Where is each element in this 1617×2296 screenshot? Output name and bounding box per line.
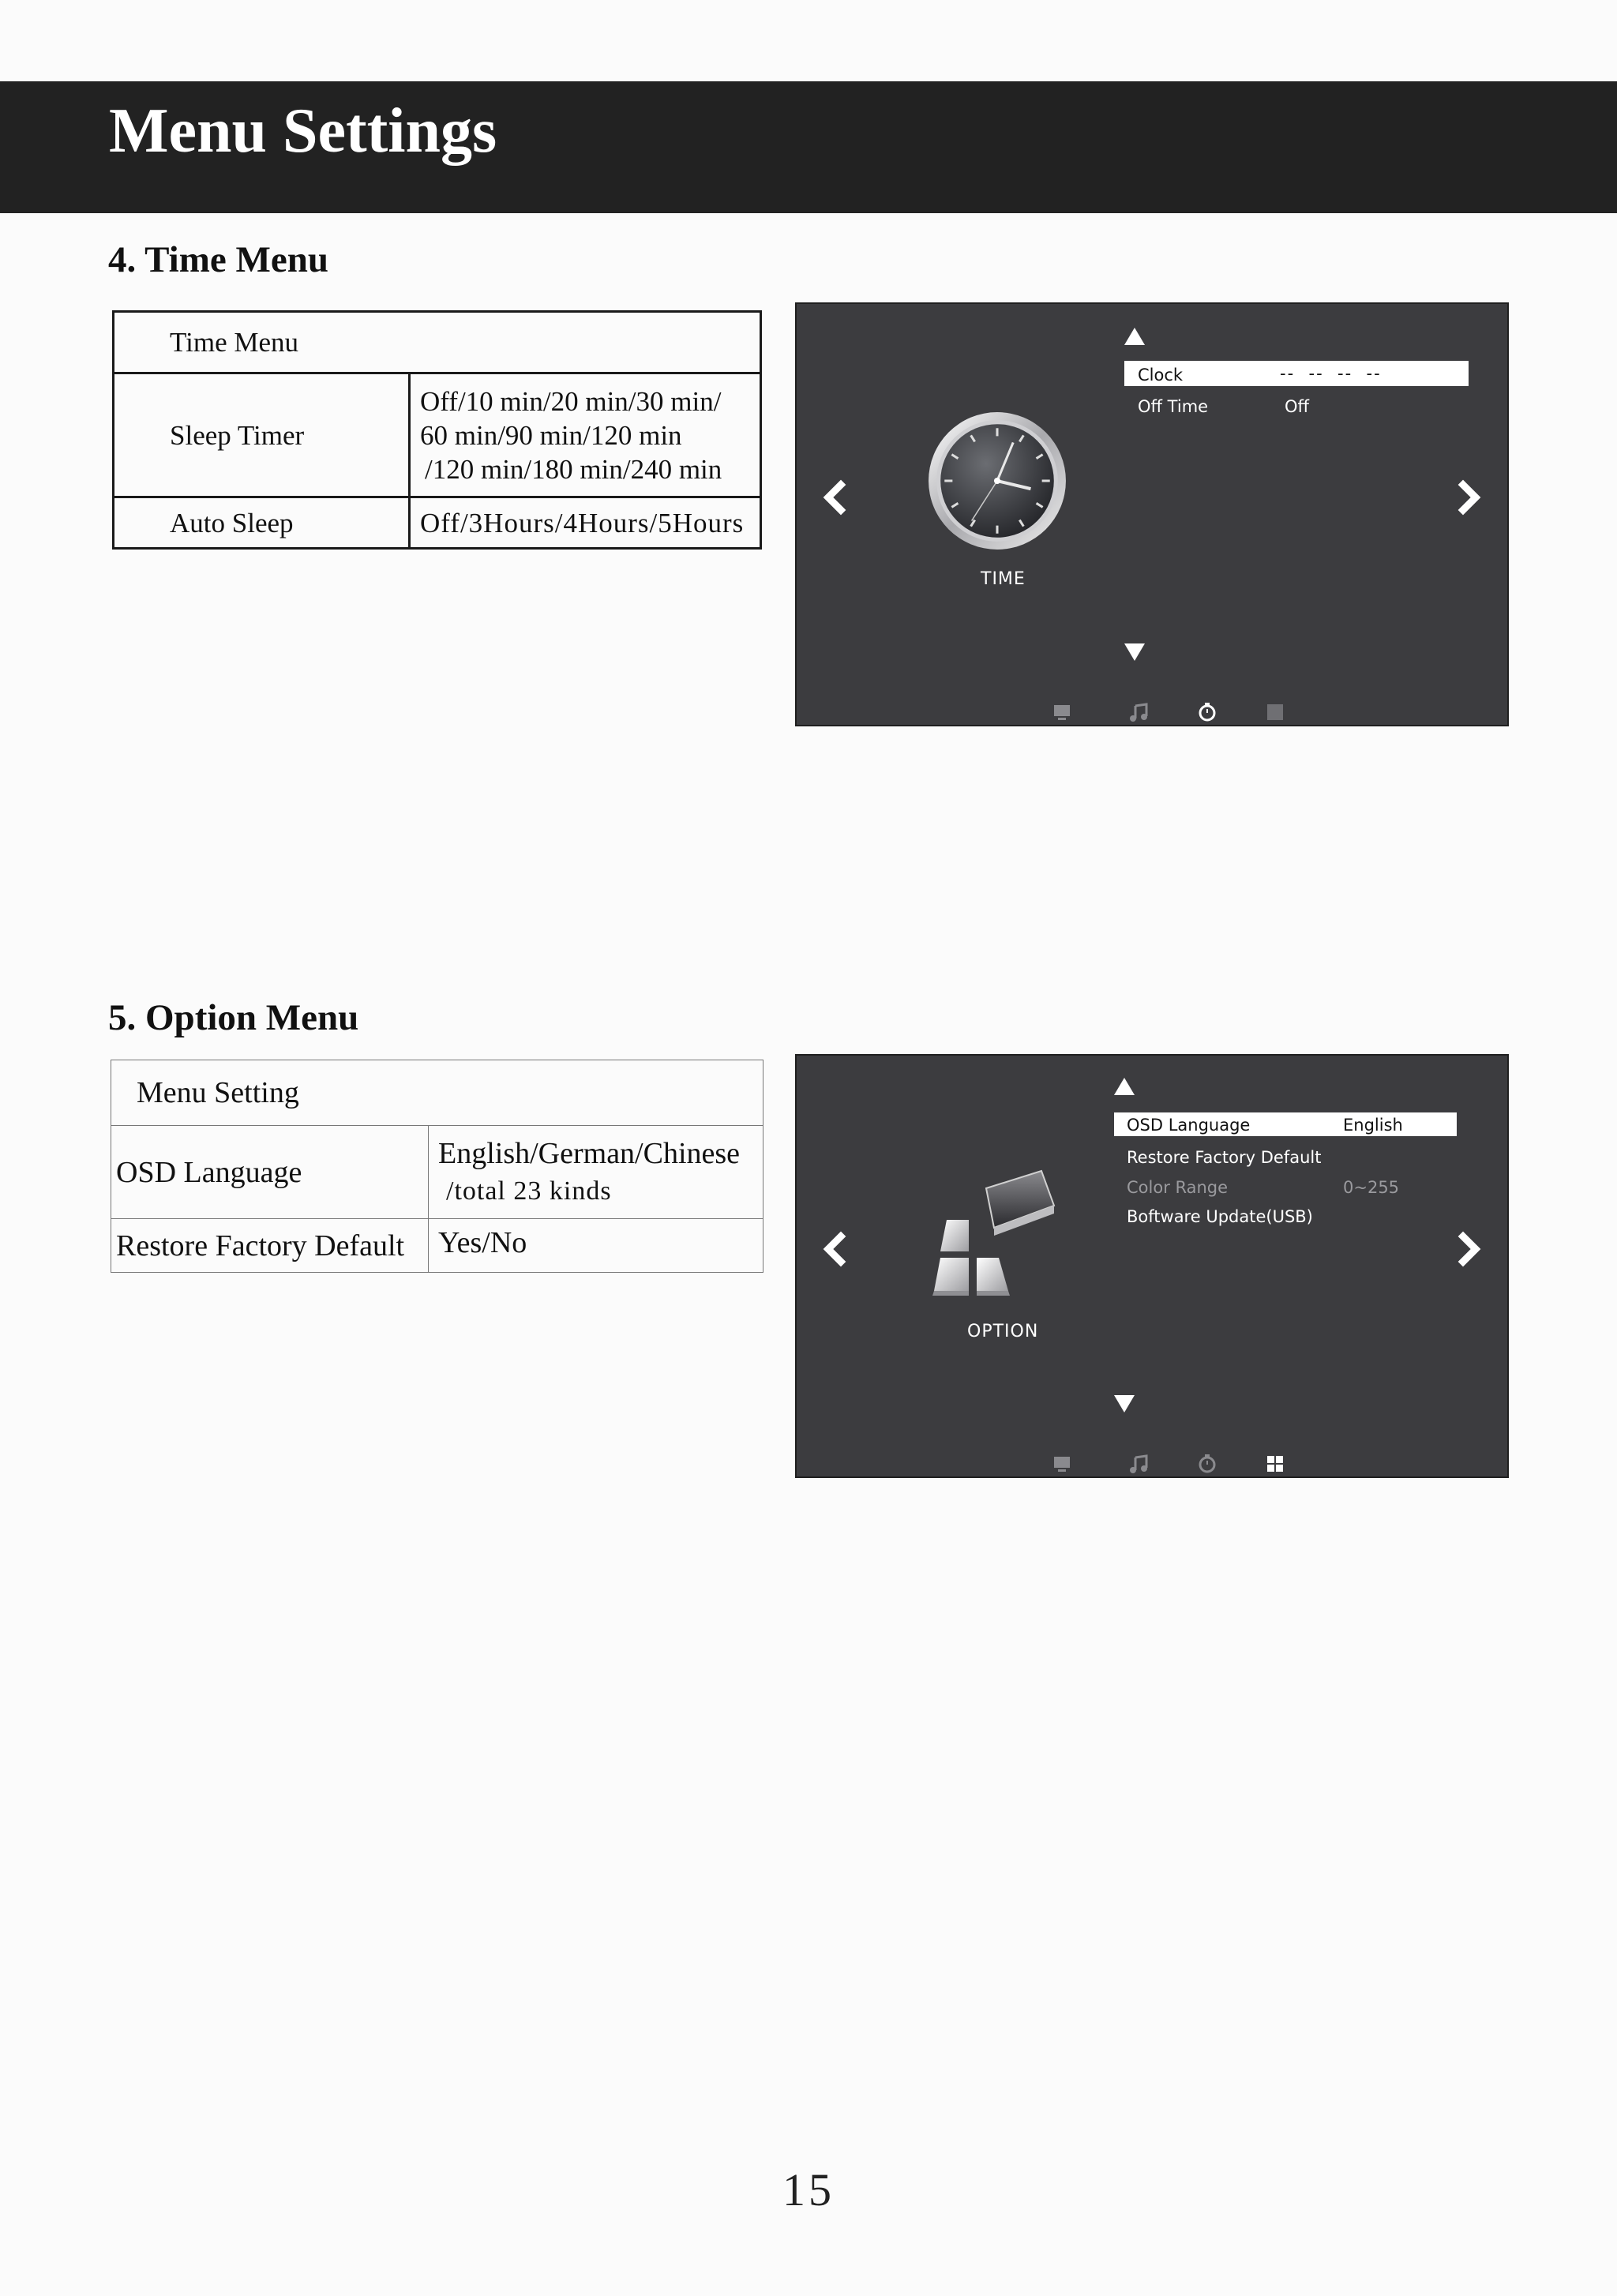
restore-factory-default-options: Yes/No bbox=[429, 1219, 763, 1273]
auto-sleep-label: Auto Sleep bbox=[114, 497, 410, 549]
restore-factory-default-item-label[interactable]: Restore Factory Default bbox=[1127, 1148, 1322, 1167]
table-row bbox=[111, 1126, 763, 1219]
table-title-row bbox=[114, 312, 761, 373]
osd-language-options-line: English/German/Chinese bbox=[438, 1136, 741, 1170]
down-arrow-icon bbox=[1114, 1395, 1135, 1412]
osd-language-options bbox=[429, 1126, 763, 1219]
sleep-timer-options-line: Off/10 min/20 min/30 min/ bbox=[420, 385, 722, 417]
off-time-item-value: Off bbox=[1285, 397, 1309, 416]
sleep-timer-options bbox=[410, 373, 761, 497]
table-title-row bbox=[111, 1060, 763, 1126]
time-table-title: Time Menu bbox=[114, 312, 761, 373]
color-range-item-value: 0~255 bbox=[1343, 1178, 1400, 1197]
sound-tab-icon[interactable] bbox=[1128, 1453, 1150, 1475]
time-tab-icon[interactable] bbox=[1196, 1453, 1218, 1475]
time-category-label: TIME bbox=[981, 569, 1026, 589]
up-arrow-icon bbox=[1114, 1078, 1135, 1095]
down-arrow-icon bbox=[1124, 643, 1145, 661]
table-row bbox=[111, 1219, 763, 1273]
restore-factory-default-label: Restore Factory Default bbox=[111, 1219, 429, 1273]
off-time-item-label[interactable]: Off Time bbox=[1138, 397, 1209, 416]
page-title: Menu Settings bbox=[109, 96, 497, 166]
chevron-left-icon[interactable] bbox=[812, 1225, 854, 1273]
sleep-timer-options-line: 60 min/90 min/120 min bbox=[420, 419, 682, 451]
picture-tab-icon[interactable] bbox=[1051, 701, 1073, 723]
option-tab-icon[interactable] bbox=[1264, 701, 1286, 723]
option-blocks-icon bbox=[923, 1165, 1081, 1307]
osd-language-item-label[interactable]: OSD Language bbox=[1127, 1116, 1251, 1135]
osd-language-item-value: English bbox=[1343, 1116, 1403, 1135]
software-update-item-label[interactable]: Boftware Update(USB) bbox=[1127, 1207, 1313, 1226]
picture-tab-icon[interactable] bbox=[1051, 1453, 1073, 1475]
option-menu-heading: 5. Option Menu bbox=[108, 997, 359, 1038]
osd-language-options-line: /total 23 kinds bbox=[446, 1176, 612, 1206]
time-menu-heading: 4. Time Menu bbox=[108, 239, 328, 280]
table-row bbox=[114, 373, 761, 497]
option-menu-table bbox=[111, 1060, 763, 1273]
sound-tab-icon[interactable] bbox=[1128, 701, 1150, 723]
option-category-label: OPTION bbox=[967, 1322, 1039, 1341]
time-tab-icon[interactable] bbox=[1196, 701, 1218, 723]
sleep-timer-options-line: /120 min/180 min/240 min bbox=[425, 453, 722, 485]
clock-icon bbox=[925, 409, 1069, 553]
option-menu-screen bbox=[795, 1054, 1509, 1478]
sleep-timer-label: Sleep Timer bbox=[114, 373, 410, 497]
option-table-title: Menu Setting bbox=[111, 1060, 763, 1126]
chevron-right-icon[interactable] bbox=[1450, 474, 1491, 521]
time-menu-table bbox=[112, 310, 762, 550]
time-menu-screen bbox=[795, 302, 1509, 726]
chevron-right-icon[interactable] bbox=[1450, 1225, 1491, 1273]
auto-sleep-options: Off/3Hours/4Hours/5Hours bbox=[410, 497, 761, 549]
clock-item-label[interactable]: Clock bbox=[1138, 366, 1184, 385]
table-row bbox=[114, 497, 761, 549]
page-number: 15 bbox=[782, 2164, 835, 2215]
color-range-item-label: Color Range bbox=[1127, 1178, 1229, 1197]
chevron-left-icon[interactable] bbox=[812, 474, 854, 521]
osd-language-label: OSD Language bbox=[111, 1126, 429, 1219]
option-tab-icon[interactable] bbox=[1264, 1453, 1286, 1475]
clock-item-value: -- -- -- -- bbox=[1280, 364, 1382, 383]
up-arrow-icon bbox=[1124, 328, 1145, 345]
